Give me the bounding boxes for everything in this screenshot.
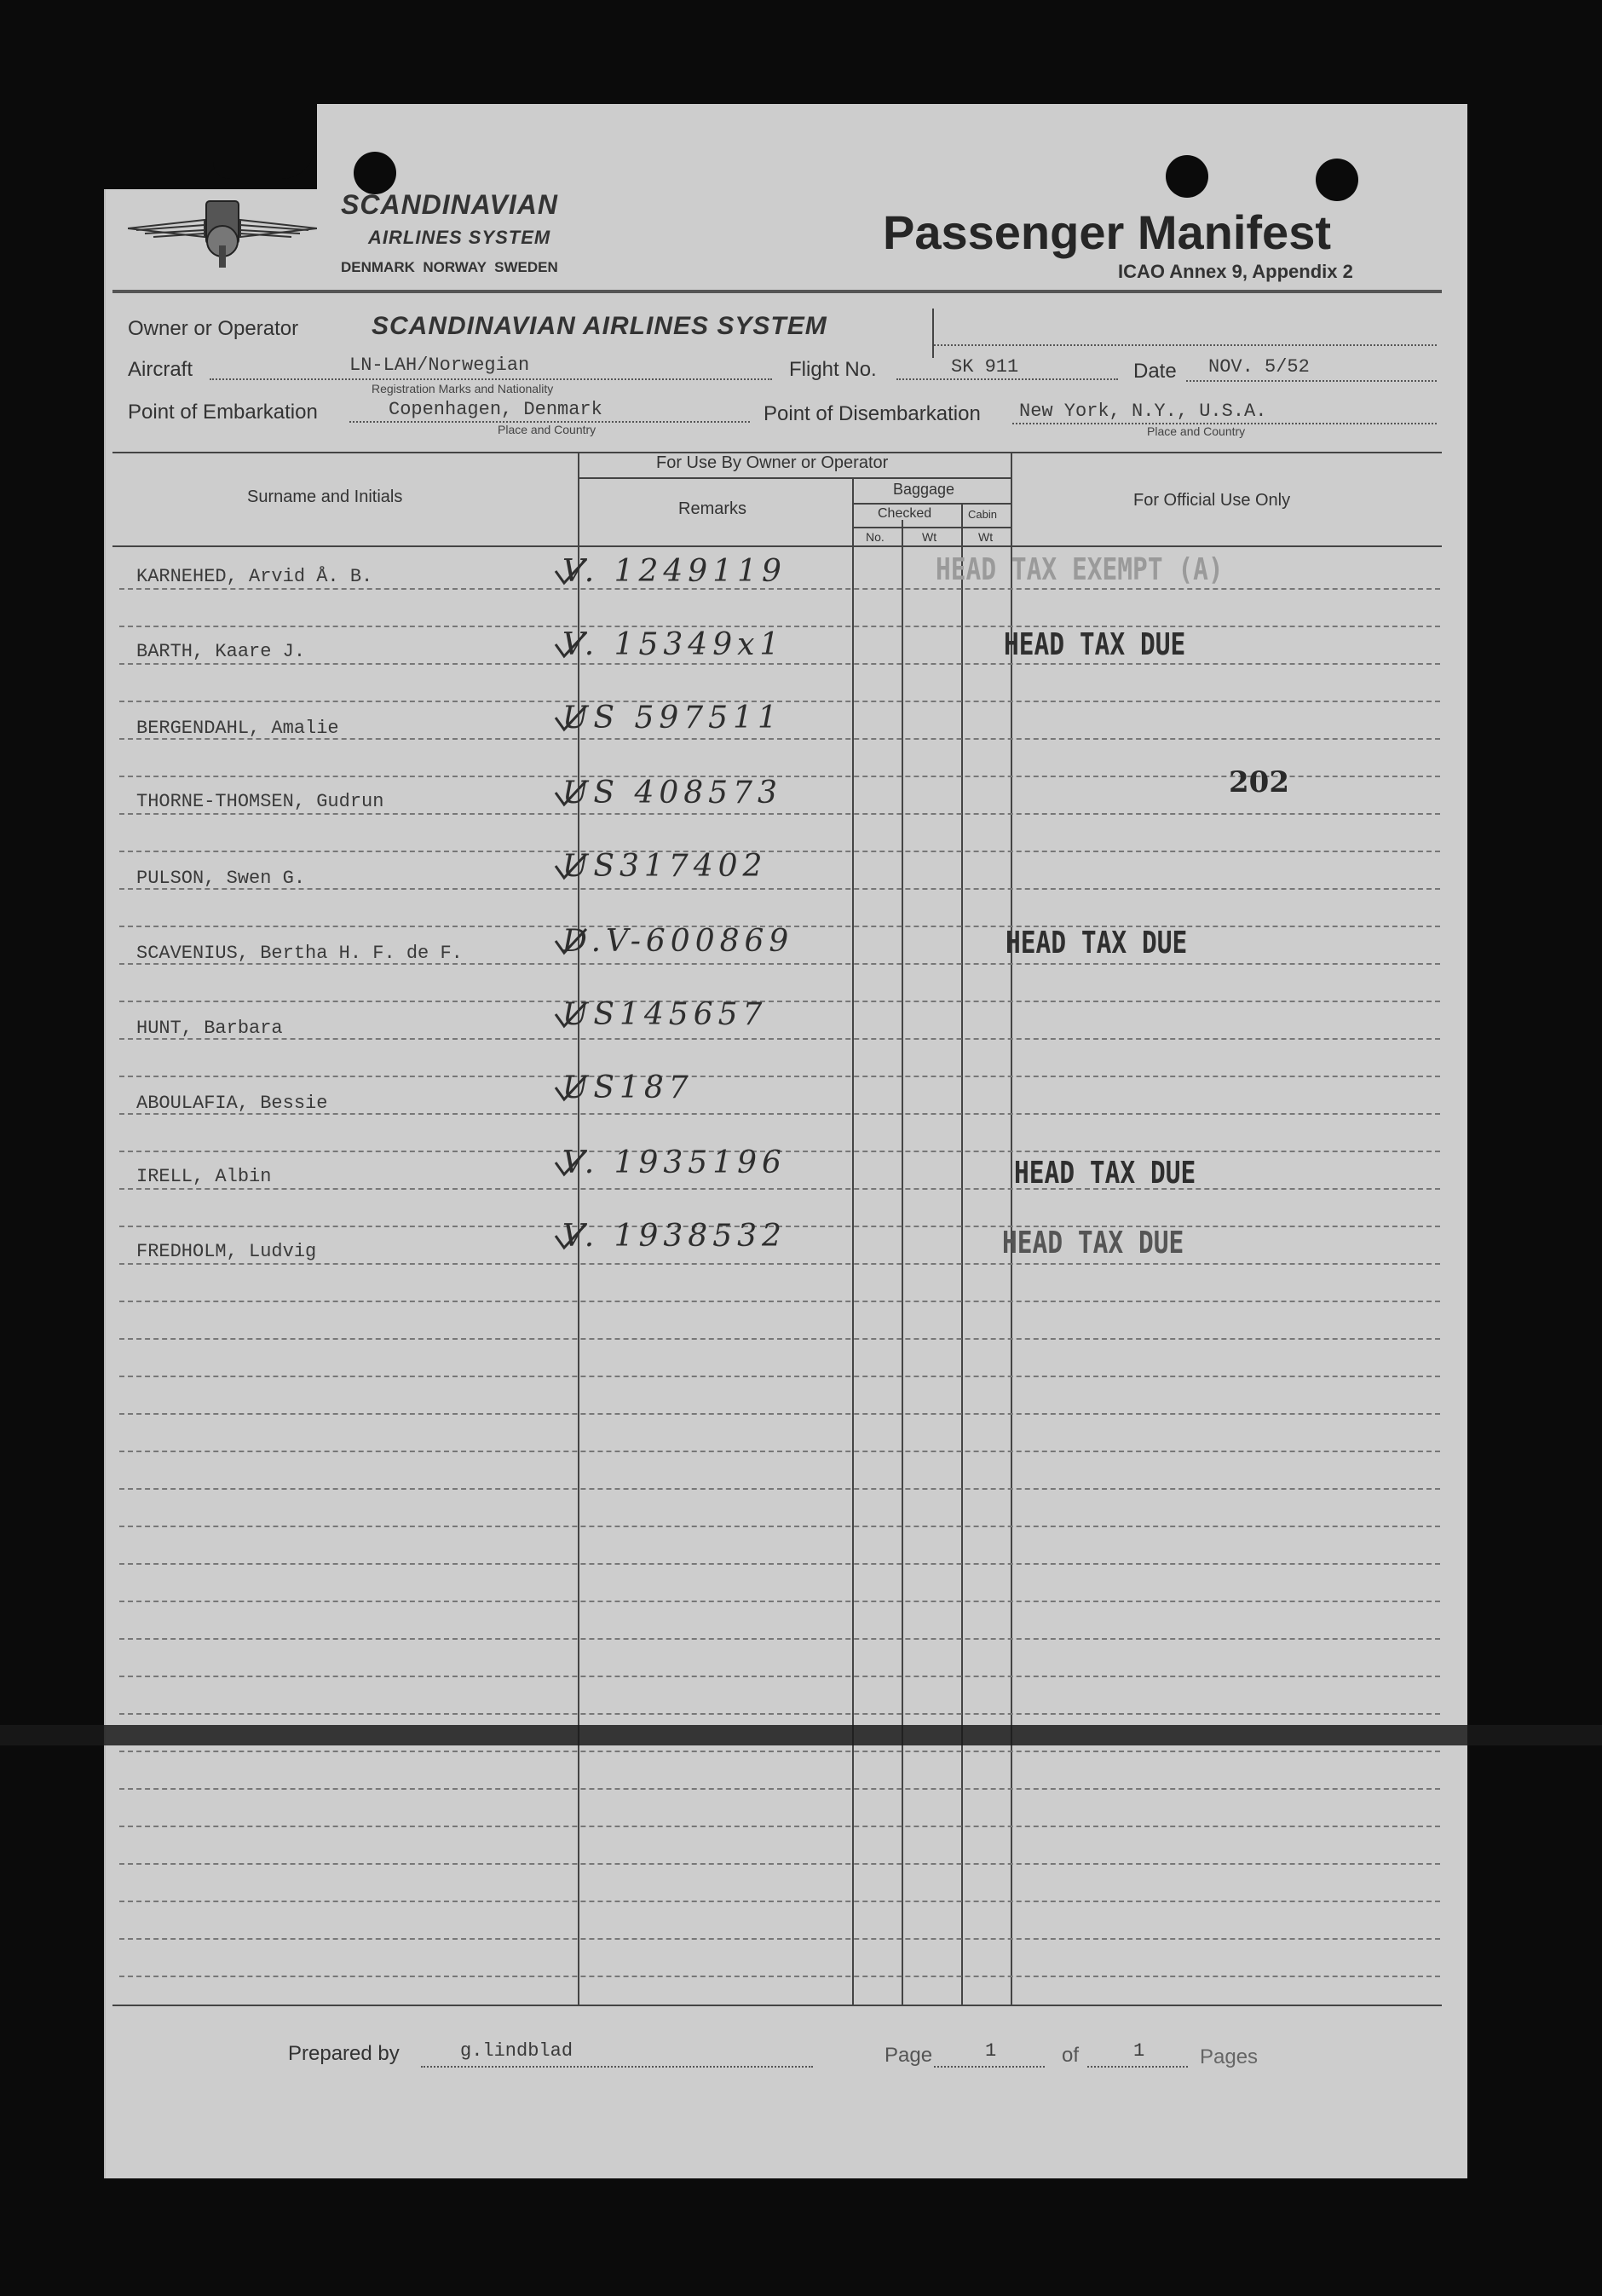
col-divider-cabin <box>961 505 963 2005</box>
col-header-surname: Surname and Initials <box>247 487 403 506</box>
ruled-line <box>119 1826 1440 1827</box>
passenger-name: ABOULAFIA, Bessie <box>136 1093 328 1114</box>
col-header-wt: Wt <box>922 530 937 544</box>
flight-underline <box>896 378 1118 380</box>
aircraft-label: Aircraft <box>128 358 193 381</box>
col-header-checked: Checked <box>878 506 932 521</box>
page-label: Page <box>885 2044 933 2067</box>
pages-value: 1 <box>1133 2040 1145 2062</box>
passenger-remark: US 597511 <box>562 701 782 736</box>
passenger-remark: US 408573 <box>562 776 782 811</box>
passenger-name: FREDHOLM, Ludvig <box>136 1241 317 1262</box>
ruled-line <box>119 1076 1440 1077</box>
airline-countries: DENMARK NORWAY SWEDEN <box>341 259 558 275</box>
disembark-label: Point of Disembarkation <box>764 402 981 425</box>
passenger-name: BERGENDAHL, Amalie <box>136 718 339 739</box>
date-underline <box>1186 380 1437 382</box>
ruled-line <box>119 1451 1440 1452</box>
ruled-line <box>119 1413 1440 1415</box>
punch-hole <box>1166 155 1208 198</box>
col-divider-baggage <box>852 479 854 2005</box>
punch-hole <box>1316 159 1358 201</box>
ruled-line <box>119 1901 1440 1902</box>
date-value: NOV. 5/52 <box>1208 356 1310 378</box>
ruled-line <box>119 1601 1440 1602</box>
of-label: of <box>1062 2044 1080 2067</box>
passenger-name: SCAVENIUS, Bertha H. F. de F. <box>136 943 463 964</box>
official-stamp: HEAD TAX DUE <box>1004 627 1186 662</box>
check-mark-icon <box>552 777 590 811</box>
official-stamp: HEAD TAX DUE <box>1014 1156 1196 1191</box>
owner-label: Owner or Operator <box>128 317 299 340</box>
col-header-remarks: Remarks <box>678 499 747 518</box>
check-mark-icon <box>552 629 590 663</box>
check-mark-icon <box>552 1147 590 1181</box>
prepared-by-underline <box>421 2066 813 2068</box>
ruled-line <box>119 1263 1440 1265</box>
aircraft-caption: Registration Marks and Nationality <box>372 382 554 395</box>
check-mark-icon <box>552 1072 590 1106</box>
col-header-owner-use: For Use By Owner or Operator <box>656 453 889 472</box>
page-underline <box>934 2066 1045 2068</box>
ruled-line <box>119 1488 1440 1490</box>
flight-value: SK 911 <box>951 356 1019 378</box>
pages-underline <box>1087 2066 1188 2068</box>
punch-hole <box>354 152 396 194</box>
prepared-by-label: Prepared by <box>288 2042 400 2065</box>
table-header-bottom <box>112 545 1442 547</box>
baggage-rule <box>852 503 1012 505</box>
passenger-remark: US317402 <box>562 849 768 884</box>
form-subtitle: ICAO Annex 9, Appendix 2 <box>1118 261 1353 282</box>
passenger-name: BARTH, Kaare J. <box>136 641 306 662</box>
passenger-name: IRELL, Albin <box>136 1166 272 1187</box>
ruled-line <box>119 851 1440 852</box>
page-value: 1 <box>985 2040 997 2062</box>
table-bottom-rule <box>112 2005 1442 2006</box>
sas-wings-logo-icon <box>128 194 317 269</box>
owner-value: SCANDINAVIAN AIRLINES SYSTEM <box>372 312 827 340</box>
col-header-official: For Official Use Only <box>1133 491 1291 510</box>
col-header-no: No. <box>866 530 885 544</box>
official-number: 202 <box>1229 765 1289 799</box>
passenger-remark: D.V-600869 <box>562 924 794 959</box>
ruled-line <box>119 1338 1440 1340</box>
header-divider <box>112 290 1442 293</box>
passenger-remark: V. 1938532 <box>562 1219 787 1254</box>
embark-caption: Place and Country <box>498 423 596 436</box>
check-mark-icon <box>552 702 590 736</box>
check-mark-icon <box>552 556 590 590</box>
passenger-name: THORNE-THOMSEN, Gudrun <box>136 791 384 812</box>
official-stamp: HEAD TAX DUE <box>1002 1226 1184 1260</box>
ruled-line <box>119 1788 1440 1790</box>
torn-corner <box>213 26 315 179</box>
ruled-line <box>119 1526 1440 1527</box>
passenger-name: KARNEHED, Arvid Å. B. <box>136 566 373 587</box>
official-stamp: HEAD TAX DUE <box>1006 926 1188 961</box>
ruled-line <box>119 1638 1440 1640</box>
col-divider-wt <box>902 520 903 2005</box>
ruled-line <box>119 1976 1440 1977</box>
col-header-baggage: Baggage <box>893 481 955 498</box>
airline-name-line1: SCANDINAVIAN <box>341 189 558 220</box>
passenger-remark: V. 1935196 <box>562 1145 787 1180</box>
aircraft-underline <box>210 378 772 380</box>
ruled-line <box>119 1038 1440 1040</box>
check-mark-icon <box>552 851 590 885</box>
embark-value: Copenhagen, Denmark <box>389 399 602 420</box>
ruled-line <box>119 1751 1440 1752</box>
passenger-remark: US145657 <box>562 997 768 1032</box>
ruled-line <box>119 1863 1440 1865</box>
owner-divider <box>932 309 934 358</box>
pages-label: Pages <box>1200 2045 1259 2068</box>
check-mark-icon <box>552 1220 590 1255</box>
ruled-line <box>119 663 1440 665</box>
disembark-value: New York, N.Y., U.S.A. <box>1019 401 1267 422</box>
date-label: Date <box>1133 360 1177 383</box>
check-mark-icon <box>552 926 590 960</box>
ruled-line <box>119 1563 1440 1565</box>
ruled-line <box>119 888 1440 890</box>
ruled-line <box>119 1713 1440 1715</box>
col-header-cabin-wt: Wt <box>978 530 994 544</box>
ruled-line <box>119 1676 1440 1677</box>
passenger-remark: V. 15349x1 <box>562 627 785 662</box>
official-stamp: HEAD TAX EXEMPT (A) <box>936 552 1224 587</box>
passenger-remark: V. 1249119 <box>562 554 787 589</box>
ruled-line <box>119 1001 1440 1002</box>
embark-label: Point of Embarkation <box>128 401 318 424</box>
owner-use-rule <box>578 477 1012 479</box>
ruled-line <box>119 1188 1440 1190</box>
passenger-name: PULSON, Swen G. <box>136 868 306 889</box>
disembark-caption: Place and Country <box>1147 424 1246 438</box>
form-title: Passenger Manifest <box>883 205 1331 259</box>
flight-label: Flight No. <box>789 358 877 381</box>
passenger-name: HUNT, Barbara <box>136 1018 283 1039</box>
col-header-cabin: Cabin <box>968 508 997 521</box>
ruled-line <box>119 1376 1440 1377</box>
subheader-rule <box>852 527 1012 528</box>
aircraft-value: LN-LAH/Norwegian <box>349 355 530 376</box>
check-mark-icon <box>552 999 590 1033</box>
owner-underline <box>934 344 1437 346</box>
prepared-by-value: g.lindblad <box>460 2040 573 2062</box>
ruled-line <box>119 1938 1440 1940</box>
passenger-remark: US187 <box>562 1070 694 1105</box>
ruled-line <box>119 813 1440 815</box>
ruled-line <box>119 1301 1440 1302</box>
airline-name-line2: AIRLINES SYSTEM <box>368 227 551 248</box>
scan-band <box>0 1725 1602 1745</box>
